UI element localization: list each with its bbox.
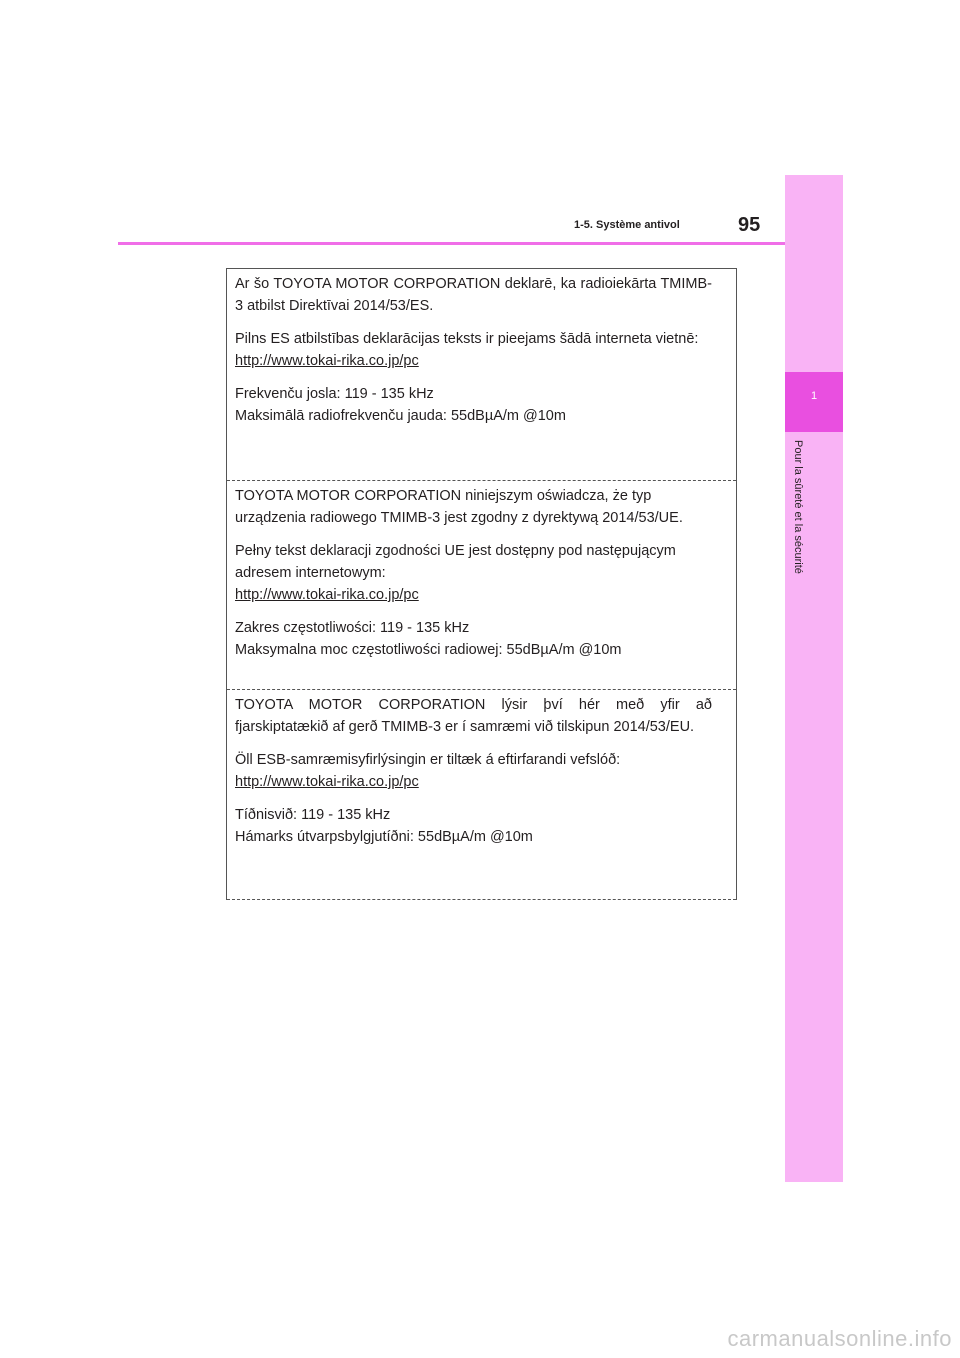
frequency-band: Frekvenču josla: 119 - 135 kHz [235, 386, 434, 402]
chapter-side-tab-active[interactable] [785, 372, 843, 432]
page-number: 95 [738, 214, 761, 236]
declaration-availability [235, 749, 712, 793]
declaration-statement-line-2: urządzenia radiowego TMIMB-3 jest zgodny z dyrektywą 2014/53/UE. [235, 510, 683, 526]
header-rule [118, 242, 785, 245]
declaration-specs [235, 804, 712, 848]
declaration-availability-line-1: Pełny tekst deklaracji zgodności UE jest dostępny pod następującym [235, 543, 676, 559]
declaration-url-link[interactable]: http://www.tokai-rika.co.jp/pc [235, 353, 419, 369]
declaration-statement: TOYOTA MOTOR CORPORATION lýsir því hér með yfir að fjarskiptatækið af gerð TMIMB-3 er í samræmi við tilskipun 2014/53/EU. [235, 697, 712, 735]
declaration-statement: Ar šo TOYOTA MOTOR CORPORATION deklarē, ka radioiekārta TMIMB-3 atbilst Direktīvai 2014/53/ES. [235, 276, 712, 314]
declaration-url-link[interactable]: http://www.tokai-rika.co.jp/pc [235, 587, 419, 603]
watermark: carmanualsonline.info [727, 1326, 952, 1351]
frequency-band: Zakres częstotliwości: 119 - 135 kHz [235, 620, 470, 636]
declaration-icelandic [227, 690, 736, 900]
declaration-polish [227, 481, 736, 690]
declaration-availability [235, 328, 712, 372]
declaration-specs [235, 617, 712, 661]
declaration-availability-text: Öll ESB-samræmisyfirlýsingin er tiltæk á eftirfarandi vefslóð: [235, 752, 621, 768]
chapter-label: Pour la sûreté et la sécurité [792, 440, 804, 574]
chapter-side-tab [785, 175, 843, 1182]
section-title: 1-5. Système antivol [574, 219, 680, 231]
declaration-specs [235, 383, 712, 427]
declaration-box [226, 268, 737, 900]
declaration-statement [235, 485, 712, 529]
chapter-number: 1 [810, 390, 818, 402]
declaration-url-link[interactable]: http://www.tokai-rika.co.jp/pc [235, 774, 419, 790]
declaration-availability-line-2: adresem internetowym: [235, 565, 386, 581]
declaration-availability-text: Pilns ES atbilstības deklarācijas teksts ir pieejams šādā interneta vietnē: [235, 331, 699, 347]
max-power: Maksimālā radiofrekvenču jauda: 55dBµA/m @10m [235, 408, 566, 424]
max-power: Hámarks útvarpsbylgjutíðni: 55dBµA/m @10m [235, 829, 533, 845]
declaration-statement-line-1: TOYOTA MOTOR CORPORATION niniejszym oświadcza, że typ [235, 488, 652, 504]
declaration-availability [235, 540, 712, 606]
max-power: Maksymalna moc częstotliwości radiowej: 55dBµA/m @10m [235, 642, 622, 658]
frequency-band: Tíðnisvið: 119 - 135 kHz [235, 807, 391, 823]
declaration-latvian [227, 269, 736, 481]
